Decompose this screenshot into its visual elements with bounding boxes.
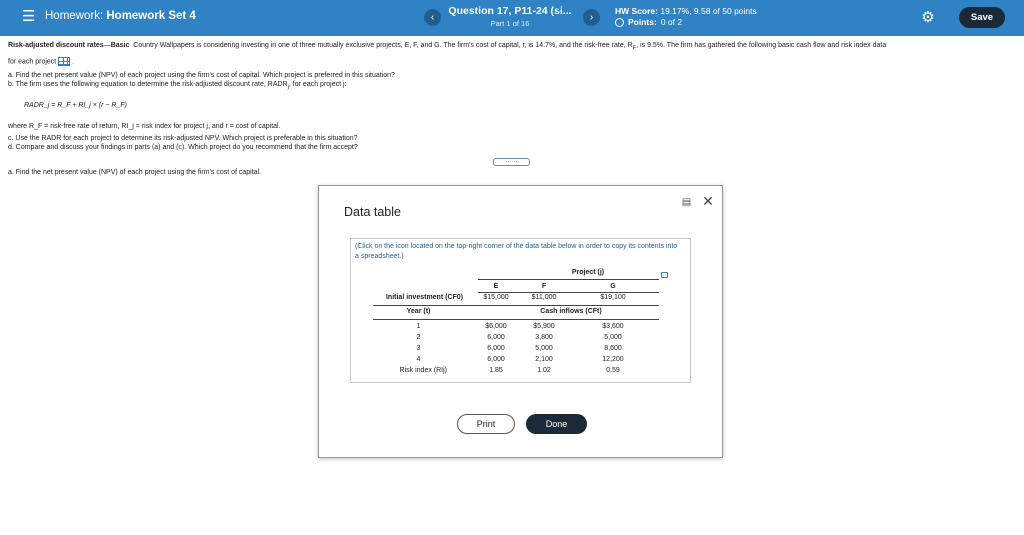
cf-f-1: $5,900 [533,323,555,330]
cf-e-3: 6,000 [487,345,505,352]
cf-g-2: 5,000 [604,334,622,341]
data-table-icon[interactable] [58,57,70,66]
initial-e: $15,000 [483,294,509,301]
divider [478,279,659,280]
copy-instructions: (Click on the icon located on the top-right corner of the data table below in order to copy its contents into a spreadsheet.) [355,243,678,260]
radr-equation: RADR_j = R_F + RI_j × (r − R_F) [24,102,127,109]
question-part: Part 1 of 16 [490,19,530,28]
project-g-header: G [610,283,616,290]
hamburger-menu-icon[interactable]: ☰ [22,8,36,25]
year-1: 1 [416,323,421,330]
risk-free-subscript: F [632,45,637,52]
where-definition: where R_F = risk-free rate of return, RI_j = risk index for project j, and r = cost of capital. [8,123,281,130]
cf-f-2: 3,800 [535,334,553,341]
cf-g-3: 8,600 [604,345,622,352]
close-icon[interactable]: ✕ [702,193,714,209]
question-title-bold: Risk-adjusted discount rates [8,42,104,49]
cash-inflows-label: Cash inflows (CFt) [540,308,602,315]
part-d: d. Compare and discuss your findings in parts (a) and (c). Which project do you recommend that the firm accept? [8,144,358,151]
cf-f-3: 5,000 [535,345,553,352]
year-3: 3 [416,345,421,352]
part-b-end: , for each project j: [288,81,347,88]
cf-e-2: 6,000 [487,334,505,341]
minimize-icon[interactable]: ▤ [681,197,692,208]
score-label: HW Score: [615,6,658,16]
project-e-header: E [493,283,499,290]
part-b: b. The firm uses the following equation to determine the risk-adjusted discount rate, $RADR_j$, for each project j: [8,81,347,91]
risk-g: 0.59 [606,367,620,374]
previous-question-button[interactable]: ‹ [424,9,441,26]
score-value: 19.17%, 9.58 of 50 points [660,6,757,16]
dialog-title: Data table [344,205,401,219]
initial-f: $11,000 [531,294,557,301]
cf-f-4: 2,100 [535,356,553,363]
initial-investment-label: Initial investment (CF0) [385,294,463,301]
part-c: c. Use the RADR for each project to determine its risk-adjusted NPV. Which project is preferable in this situation? [8,135,358,142]
question-dash: — [103,42,111,49]
project-f-header: F [541,283,547,290]
year-2: 2 [416,334,421,341]
project-header: Project (j) [571,269,605,276]
answer-prompt: a. Find the net present value (NPV) of each project using the firm's cost of capital. [8,169,262,176]
question-intro-text: Country Wallpapers is considering investing in one of three mutually exclusive projects, E, F, and G. The firm's cost of capital, r, is 14.7%, and the risk-free rate, R [133,42,633,49]
data-table-dialog [318,185,723,458]
risk-e: 1.85 [489,367,503,374]
print-button[interactable]: Print [457,414,515,434]
for-each-text: for each project [8,58,57,66]
points-value: 0 of 2 [660,17,683,27]
question-intro [8,42,886,51]
hw-label: Homework: [45,10,104,22]
year-4: 4 [416,356,421,363]
question-title: Question 17, P11-24 (si... [448,5,572,17]
next-question-button[interactable]: › [583,9,600,26]
divider [373,319,659,320]
risk-index-label: Risk index (RIj) [399,367,447,374]
for-each-project-line: for each project . [8,58,75,66]
question-level: Basic [110,42,130,49]
save-button[interactable]: Save [959,7,1005,28]
done-button[interactable]: Done [526,414,587,434]
points-circle-icon [615,18,624,27]
hw-name: Homework Set 4 [106,10,196,22]
cf-g-4: 12,200 [602,356,624,363]
copy-to-spreadsheet-icon[interactable] [661,272,668,278]
question-info[interactable] [446,5,574,28]
part-b-text: b. The firm uses the following equation to determine the risk-adjusted discount rate, RADR [8,81,288,88]
expand-collapse-button[interactable]: ...... [493,158,530,166]
question-intro-end: , is 9.5%. The firm has gathered the following basic cash flow and risk index data [636,42,887,49]
homework-title [45,10,196,22]
cf-e-1: $6,000 [485,323,507,330]
initial-g: $19,100 [600,294,626,301]
divider [373,305,659,306]
points-label: Points: [628,17,657,27]
cf-g-1: $3,600 [602,323,624,330]
risk-f: 1.02 [537,367,551,374]
settings-gear-icon[interactable]: ⚙ [921,9,935,26]
divider [478,292,659,293]
data-table-box [350,238,691,383]
part-a: a. Find the net present value (NPV) of each project using the firm's cost of capital. Which project is preferred in this situation? [8,72,395,79]
top-bar [0,0,1024,36]
cf-e-4: 6,000 [487,356,505,363]
year-label: Year (t) [406,308,431,315]
score-panel [615,6,757,28]
